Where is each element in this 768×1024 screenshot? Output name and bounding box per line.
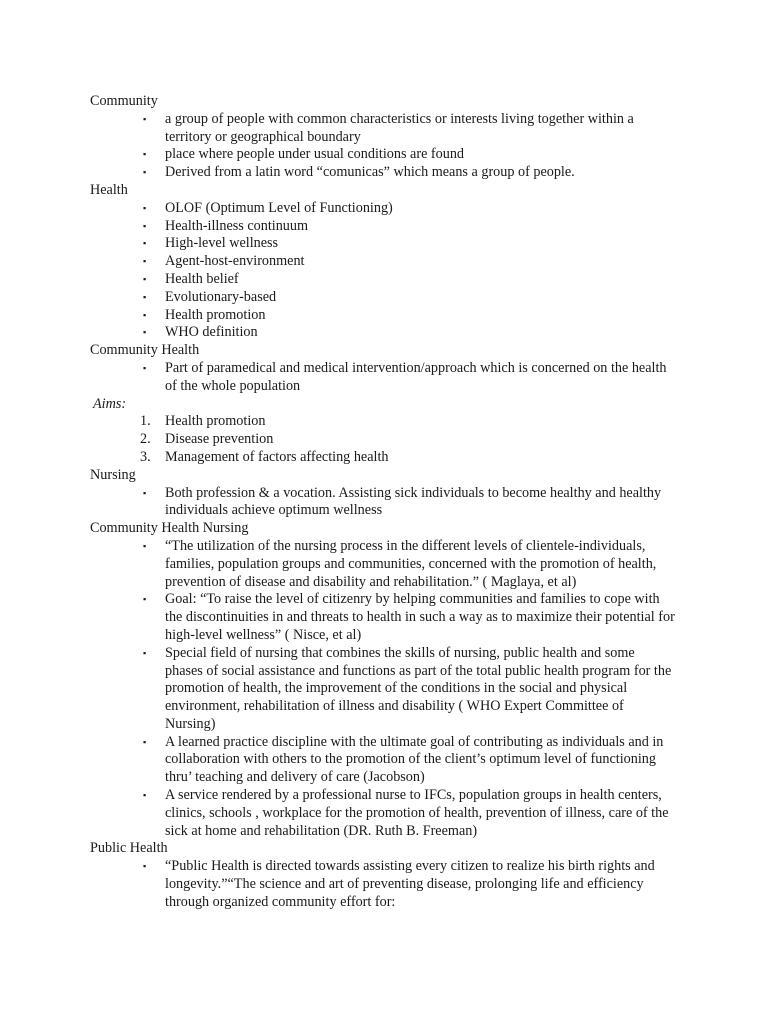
list-item: ▪ A learned practice discipline with the ultimate goal of contributing as individuals and in collaboration with others to the promotion of the client’s optimum level of functioning thru’ teaching and delivery of care (Jacobson) bbox=[143, 733, 664, 786]
list-item: ▪ A service rendered by a professional nurse to IFCs, population groups in health centers, clinics, schools , workplace for the promotion of health, prevention of illness, care of the sick at home and rehabilitation (DR. Ruth B. Freeman) bbox=[143, 787, 669, 839]
list-item: ▪ Health belief bbox=[143, 270, 239, 287]
heading-community-health-nursing: Community Health Nursing bbox=[90, 520, 249, 537]
aims-list bbox=[90, 413, 690, 466]
heading-community: Community bbox=[90, 93, 158, 109]
numbered-item: 2. Disease prevention bbox=[140, 431, 274, 448]
bullet-icon: ▪ bbox=[143, 362, 147, 373]
numbered-item: 1. Health promotion bbox=[140, 413, 266, 430]
community-list bbox=[90, 111, 690, 182]
bullet-icon: ▪ bbox=[143, 273, 147, 284]
bullet-icon: ▪ bbox=[143, 167, 147, 178]
bullet-icon: ▪ bbox=[143, 327, 147, 338]
bullet-icon: ▪ bbox=[143, 647, 147, 658]
bullet-icon: ▪ bbox=[143, 149, 147, 160]
bullet-icon: ▪ bbox=[143, 220, 147, 231]
list-item: ▪ a group of people with common characteristics or interests living together within a territory or geographical boundary bbox=[143, 110, 634, 145]
list-item: ▪ Health promotion bbox=[143, 306, 266, 323]
nursing-list bbox=[90, 485, 690, 521]
list-item: ▪ Derived from a latin word “comunicas” which means a group of people. bbox=[143, 164, 575, 181]
bullet-icon: ▪ bbox=[143, 113, 147, 124]
bullet-icon: ▪ bbox=[143, 238, 147, 249]
public-health-list bbox=[90, 858, 690, 911]
list-item: ▪ High-level wellness bbox=[143, 235, 279, 252]
bullet-icon: ▪ bbox=[143, 487, 147, 498]
list-item: ▪ WHO definition bbox=[143, 324, 258, 341]
list-item: ▪ OLOF (Optimum Level of Functioning) bbox=[143, 199, 393, 216]
list-item: ▪ Special field of nursing that combines the skills of nursing, public health and some phases of social assistance and functions as part of the total public health program for the promotion of health, the improvement of the conditions in the social and physical environment, rehabilitation of illness and disability ( WHO Expert Committee of Nursing) bbox=[143, 644, 672, 732]
bullet-icon: ▪ bbox=[143, 790, 147, 801]
list-item: ▪ place where people under usual conditions are found bbox=[143, 146, 465, 163]
list-item: ▪ Both profession & a vocation. Assisting sick individuals to become healthy and healthy individuals achieve optimum wellness bbox=[143, 484, 662, 519]
list-item: ▪ “The utilization of the nursing process in the different levels of clientele-individuals, families, population groups and communities, concerned with the promotion of health, prevention of disease and disability and rehabilitation.” ( Maglaya, et al) bbox=[143, 537, 657, 590]
bullet-icon: ▪ bbox=[143, 736, 147, 747]
list-item: ▪ Agent-host-environment bbox=[143, 253, 305, 270]
list-item: ▪ Health-illness continuum bbox=[143, 217, 309, 234]
list-item: ▪ Goal: “To raise the level of citizenry by helping communities and families to cope with the discontinuities in and threats to health in such a way as to maximize their potential for high-level wellness” ( Nisce, et al) bbox=[143, 591, 675, 643]
community-health-list bbox=[90, 360, 690, 396]
list-item: ▪ Evolutionary-based bbox=[143, 288, 277, 305]
document-body bbox=[90, 93, 690, 912]
list-item: ▪ “Public Health is directed towards assisting every citizen to realize his birth rights and longevity.”“The science and art of preventing disease, prolonging life and efficiency through organized community effort for: bbox=[143, 858, 655, 910]
heading-community-health: Community Health bbox=[90, 342, 200, 359]
bullet-icon: ▪ bbox=[143, 256, 147, 267]
heading-public-health: Public Health bbox=[90, 840, 168, 857]
list-item: ▪ Part of paramedical and medical intervention/approach which is concerned on the health of the whole population bbox=[143, 359, 667, 394]
health-list bbox=[90, 200, 690, 342]
aims-label: Aims: bbox=[93, 395, 127, 412]
bullet-icon: ▪ bbox=[143, 291, 147, 302]
community-health-nursing-list bbox=[90, 538, 690, 841]
heading-health: Health bbox=[90, 181, 128, 198]
bullet-icon: ▪ bbox=[143, 594, 147, 605]
bullet-icon: ▪ bbox=[143, 202, 147, 213]
bullet-icon: ▪ bbox=[143, 309, 147, 320]
bullet-icon: ▪ bbox=[143, 540, 147, 551]
numbered-item: 3. Management of factors affecting health bbox=[140, 448, 389, 465]
heading-nursing: Nursing bbox=[90, 466, 136, 483]
bullet-icon: ▪ bbox=[143, 861, 147, 872]
